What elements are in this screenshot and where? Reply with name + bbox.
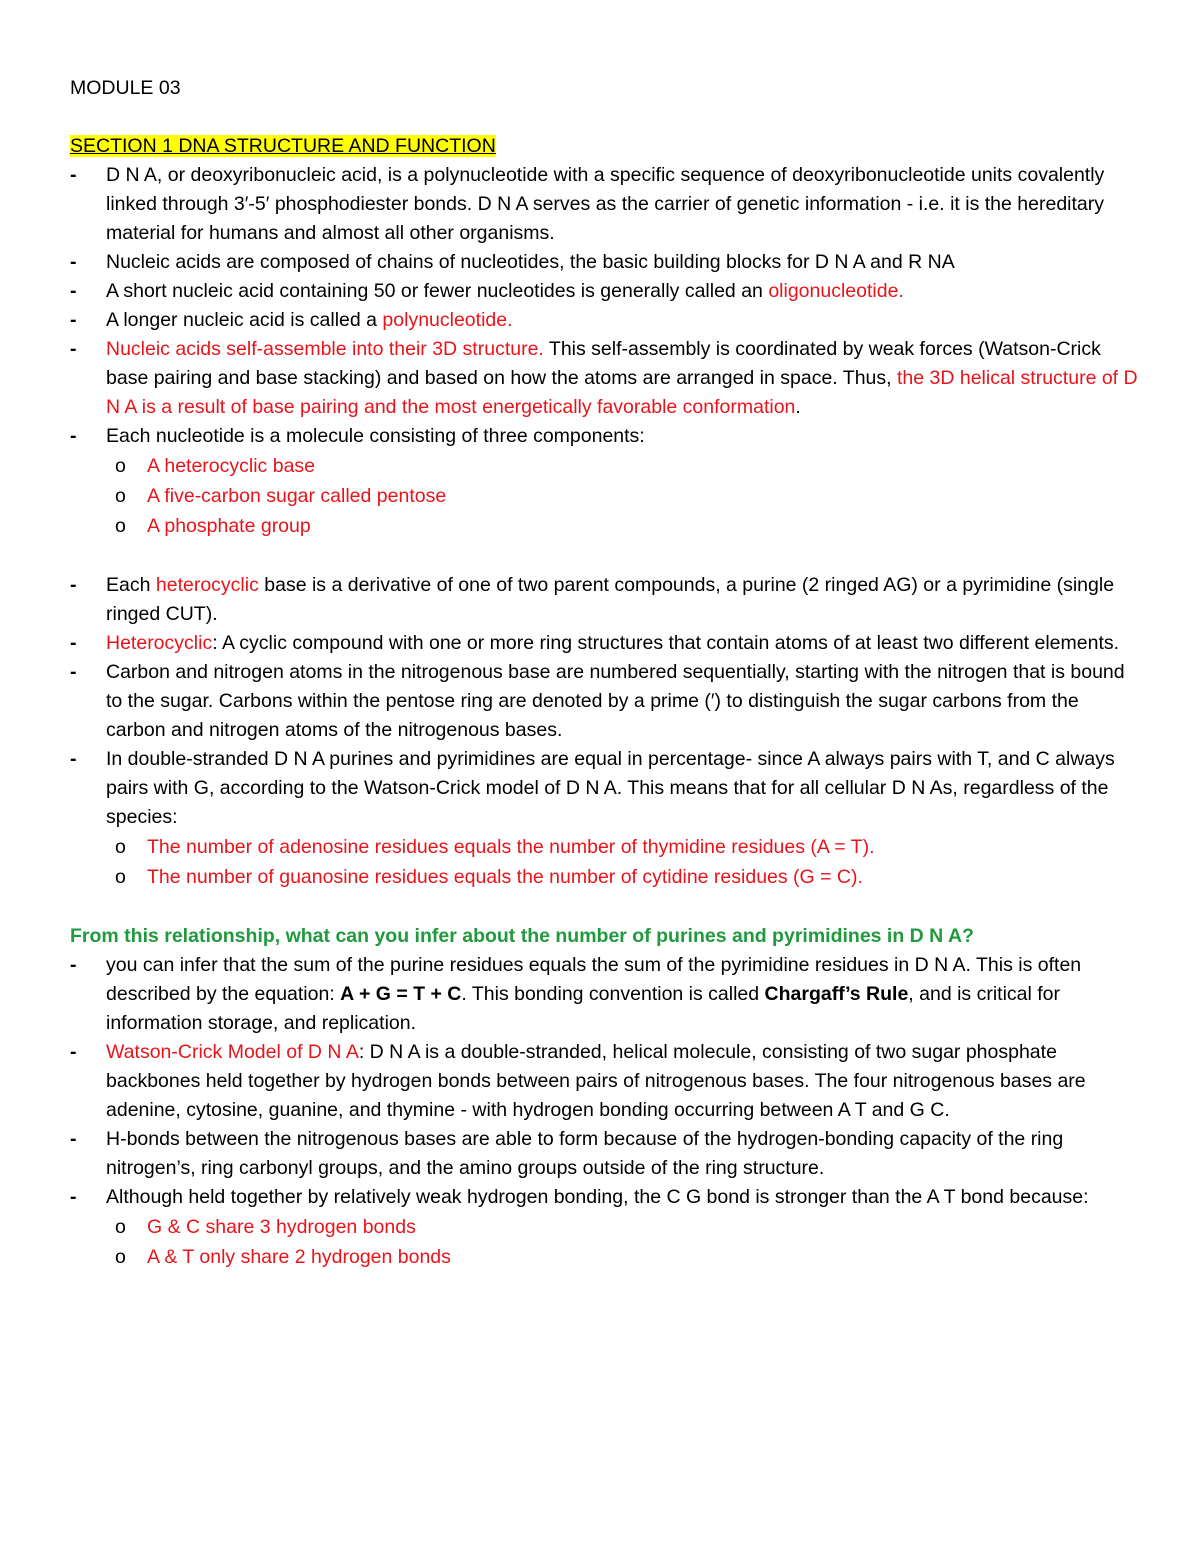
sub-bullet-marker: o <box>115 836 126 858</box>
bullet-text: In double-stranded D N A purines and pyrimidines are equal in percentage- since A always pairs with T, and C always pairs with G, according to the Watson-Crick model of D N A. This means that for all cellular D N As, regardless of the species: <box>106 748 1115 828</box>
bullet-text: Nucleic acids are composed of chains of nucleotides, the basic building blocks for D N A and R NA <box>106 251 955 273</box>
sub-bullet-component <box>70 451 1140 481</box>
question-text: From this relationship, what can you infer about the number of purines and pyrimidines in D N A? <box>70 925 974 947</box>
paragraph-gap <box>70 892 1140 922</box>
bullet-dash: - <box>70 748 77 770</box>
bullet-double-stranded <box>70 745 1140 832</box>
bullet-self-assembly <box>70 335 1140 422</box>
sub-bullet-marker: o <box>115 515 126 537</box>
sub-bullet-component <box>70 481 1140 511</box>
sub-bullet-equality <box>70 832 1140 862</box>
bullet-cg-bond <box>70 1183 1140 1212</box>
bullet-heterocyclic-base <box>70 571 1140 629</box>
hbond-text: A & T only share 2 hydrogen bonds <box>147 1246 451 1268</box>
highlight-helical-structure: the 3D helical structure of D N A is a result of base pairing and the most energetically favorable conformation <box>106 367 1138 418</box>
bullet-text: Although held together by relatively weak hydrogen bonding, the C G bond is stronger than the A T bond because: <box>106 1186 1089 1208</box>
hbond-text: G & C share 3 hydrogen bonds <box>147 1216 416 1238</box>
sub-bullet-hbond <box>70 1212 1140 1242</box>
section-heading-text: SECTION 1 DNA STRUCTURE AND FUNCTION <box>70 135 496 157</box>
paragraph-gap <box>70 541 1140 571</box>
bullet-dash: - <box>70 661 77 683</box>
sub-bullet-marker: o <box>115 1216 126 1238</box>
bullet-text: : D N A is a double-stranded, helical molecule, consisting of two sugar phosphate backbones held together by hydrogen bonds between pairs of nitrogenous bases. The four nitrogenous bases are adenine, cytosine, guanine, and thymine - with hydrogen bonding occurring between A T and G C. <box>106 1041 1086 1121</box>
bullet-oligonucleotide <box>70 277 1140 306</box>
bullet-dash: - <box>70 1128 77 1150</box>
bullet-text-rest: base is a derivative of one of two parent compounds, a purine (2 ringed AG) or a pyrimidine (single ringed CUT). <box>106 574 1115 625</box>
sub-bullet-marker: o <box>115 455 126 477</box>
bullet-dash: - <box>70 338 77 360</box>
bullet-h-bonds <box>70 1125 1140 1183</box>
section-heading <box>70 132 1140 161</box>
bullet-dash: - <box>70 1041 77 1063</box>
bullet-text: : A cyclic compound with one or more ring structures that contain atoms of at least two different elements. <box>212 632 1120 654</box>
bullet-text: Carbon and nitrogen atoms in the nitrogenous base are numbered sequentially, starting with the nitrogen that is bound to the sugar. Carbons within the pentose ring are denoted by a prime (′) to distinguish the sugar carbons from the carbon and nitrogen atoms of the nitrogenous bases. <box>106 661 1125 741</box>
question-heading <box>70 922 1140 951</box>
component-text: A heterocyclic base <box>147 455 316 477</box>
bullet-text: A longer nucleic acid is called a <box>106 309 383 331</box>
term-heterocyclic: heterocyclic <box>155 574 259 596</box>
bullet-dash: - <box>70 164 77 186</box>
bullet-nucleotide-components <box>70 422 1140 451</box>
bullet-text: Each nucleotide is a molecule consisting of three components: <box>106 425 645 447</box>
bullet-text: D N A, or deoxyribonucleic acid, is a polynucleotide with a specific sequence of deoxyribonucleotide units covalently linked through 3′-5′ phosphodiester bonds. D N A serves as the carrier of genetic information - i.e. it is the hereditary material for humans and almost all other organisms. <box>106 164 1105 244</box>
equality-text: The number of adenosine residues equals the number of thymidine residues (A = T). <box>147 836 875 858</box>
bullet-dna-definition <box>70 161 1140 248</box>
sub-bullet-marker: o <box>115 485 126 507</box>
bullet-text-end: , and is critical for information storage, and replication. <box>106 983 1061 1034</box>
equality-text: The number of guanosine residues equals the number of cytidine residues (G = C). <box>147 866 863 888</box>
bullet-chargaff <box>70 951 1140 1038</box>
module-title: MODULE 03 <box>70 77 181 99</box>
bullet-dash: - <box>70 954 77 976</box>
bullet-dash: - <box>70 425 77 447</box>
term-chargaff-rule: Chargaff’s Rule <box>764 983 909 1005</box>
sub-bullet-equality <box>70 862 1140 892</box>
component-text: A five-carbon sugar called pentose <box>147 485 447 507</box>
highlight-self-assembly: Nucleic acids self-assemble into their 3D structure. <box>106 338 544 360</box>
bullet-text: Each <box>106 574 156 596</box>
sub-bullet-marker: o <box>115 866 126 888</box>
bullet-dash: - <box>70 280 77 302</box>
bullet-text-mid: . This bonding convention is called <box>461 983 765 1005</box>
bullet-dash: - <box>70 574 77 596</box>
bullet-dash: - <box>70 309 77 331</box>
bullet-watson-crick <box>70 1038 1140 1125</box>
bullet-dash: - <box>70 251 77 273</box>
sub-bullet-marker: o <box>115 1246 126 1268</box>
bullet-dash: - <box>70 1186 77 1208</box>
bullet-text: H-bonds between the nitrogenous bases are able to form because of the hydrogen-bonding capacity of the ring nitrogen’s, ring carbonyl groups, and the amino groups outside of the ring structure. <box>106 1128 1064 1179</box>
term-watson-crick: Watson-Crick Model of D N A <box>106 1041 359 1063</box>
bullet-polynucleotide <box>70 306 1140 335</box>
sub-bullet-component <box>70 511 1140 541</box>
bullet-dash: - <box>70 632 77 654</box>
sub-bullet-hbond <box>70 1242 1140 1272</box>
bullet-text: you can infer that the sum of the purine residues equals the sum of the pyrimidine residues in D N A. This is often described by the equation: <box>106 954 1082 1005</box>
equation: A + G = T + C <box>340 983 462 1005</box>
bullet-text: A short nucleic acid containing 50 or fewer nucleotides is generally called an <box>106 280 769 302</box>
bullet-heterocyclic-definition <box>70 629 1140 658</box>
bullet-text: This self-assembly is coordinated by weak forces (Watson-Crick base pairing and base stacking) and based on how the atoms are arranged in space. Thus, <box>106 338 1101 389</box>
bullet-nucleic-acids <box>70 248 1140 277</box>
bullet-text-end: . <box>795 396 801 418</box>
term-heterocyclic-def: Heterocyclic <box>106 632 213 654</box>
term-oligonucleotide: oligonucleotide. <box>768 280 904 302</box>
bullet-atom-numbering <box>70 658 1140 745</box>
term-polynucleotide: polynucleotide. <box>382 309 513 331</box>
component-text: A phosphate group <box>147 515 311 537</box>
